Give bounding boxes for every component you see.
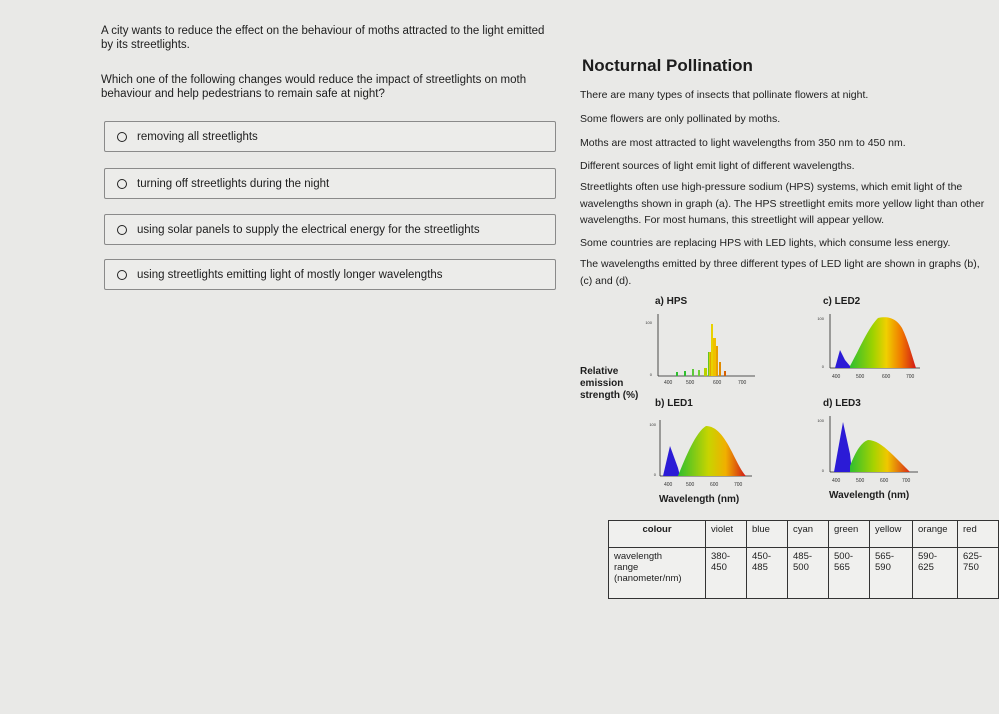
y-axis-label-line2: emission xyxy=(580,378,624,389)
info-paragraph-5 xyxy=(580,181,999,228)
table-cell xyxy=(829,548,870,599)
question-prompt xyxy=(101,73,526,101)
option-label: turning off streetlights during the night xyxy=(137,177,330,190)
led1-blue-peak xyxy=(663,446,680,476)
table-header-cell: blue xyxy=(747,521,788,548)
led2-broad-peak xyxy=(850,317,916,368)
range-high: 590 xyxy=(875,562,891,573)
question-prompt-line1: Which one of the following changes would reduce the impact of streetlights on moth xyxy=(101,74,527,86)
table-cell xyxy=(788,548,829,599)
range-low: 625- xyxy=(963,551,983,562)
hps-spikes xyxy=(676,324,726,376)
x-tick-label: 600 xyxy=(882,374,891,380)
range-low: 380- xyxy=(711,551,731,562)
hps-spike xyxy=(719,362,721,376)
hps-spike xyxy=(704,368,707,376)
info-paragraph-7 xyxy=(580,258,980,288)
y-tick-label: 100 xyxy=(817,418,824,423)
x-tick-label: 600 xyxy=(713,380,722,386)
led1-broad-peak xyxy=(678,426,746,476)
x-tick-label: 700 xyxy=(906,374,915,380)
answer-option-2[interactable] xyxy=(104,168,556,199)
y-tick-label: 100 xyxy=(817,316,824,321)
led2-blue-peak xyxy=(835,350,850,368)
range-high: 450 xyxy=(711,562,727,573)
y-tick-label: 0 xyxy=(653,472,656,477)
info-line: (c) and (d). xyxy=(580,274,632,287)
range-low: 590- xyxy=(918,551,938,562)
x-tick-label: 500 xyxy=(686,482,695,488)
table-cell xyxy=(958,548,999,599)
hps-spike xyxy=(716,346,718,376)
graph-label-led2: c) LED2 xyxy=(823,296,861,307)
graph-hps xyxy=(640,308,760,390)
x-tick-label: 700 xyxy=(734,482,743,488)
table-cell xyxy=(706,548,747,599)
hps-spike xyxy=(724,371,726,376)
option-label: removing all streetlights xyxy=(137,130,258,143)
range-high: 485 xyxy=(752,562,768,573)
range-low: 565- xyxy=(875,551,895,562)
x-tick-label: 600 xyxy=(710,482,719,488)
info-paragraph-6: Some countries are replacing HPS with LED lights, which consume less energy. xyxy=(580,237,951,249)
graph-label-led3: d) LED3 xyxy=(823,398,861,409)
y-tick-label: 0 xyxy=(821,468,824,473)
x-tick-label: 700 xyxy=(738,380,747,386)
x-tick-label: 400 xyxy=(664,380,673,386)
table-header-cell: violet xyxy=(706,521,747,548)
range-high: 565 xyxy=(834,562,850,573)
graph-led2 xyxy=(812,308,924,390)
range-high: 750 xyxy=(963,562,979,573)
graph-label-hps: a) HPS xyxy=(655,296,688,307)
hps-spike xyxy=(676,372,678,376)
x-tick-label: 400 xyxy=(832,374,841,380)
x-tick-label: 700 xyxy=(902,478,911,484)
graph-led1 xyxy=(640,412,760,494)
answer-option-4[interactable] xyxy=(104,259,556,290)
y-axis-label xyxy=(580,366,638,402)
colour-wavelength-table xyxy=(608,520,999,599)
y-tick-label: 0 xyxy=(649,372,652,377)
y-tick-label: 0 xyxy=(821,364,824,369)
y-tick-label: 100 xyxy=(649,422,656,427)
table-header-cell: green xyxy=(829,521,870,548)
y-axis-label-line3: strength (%) xyxy=(580,390,639,401)
question-intro-line2: by its streetlights. xyxy=(101,39,190,51)
hps-spike xyxy=(684,371,686,376)
graph-led3 xyxy=(812,410,924,490)
row-label-line1: wavelength xyxy=(614,551,663,562)
row-label-line3: (nanometer/nm) xyxy=(614,573,682,584)
question-intro xyxy=(101,24,544,52)
info-line: wavelengths. For most humans, this streetlight will appear yellow. xyxy=(580,214,885,226)
table-header-row xyxy=(609,521,999,548)
table-header-cell: yellow xyxy=(870,521,913,548)
table-header-cell: red xyxy=(958,521,999,548)
table-header-cell: orange xyxy=(913,521,958,548)
table-row-label xyxy=(609,548,706,599)
x-tick-label: 500 xyxy=(856,374,865,380)
info-paragraph-3: Moths are most attracted to light wavelengths from 350 nm to 450 nm. xyxy=(580,137,906,149)
y-axis-label-line1: Relative xyxy=(580,366,619,377)
range-low: 450- xyxy=(752,551,772,562)
hps-spike xyxy=(692,369,694,376)
x-tick-label: 500 xyxy=(686,380,695,386)
question-prompt-line2: behaviour and help pedestrians to remain safe at night? xyxy=(101,88,385,100)
info-paragraph-2: Some flowers are only pollinated by moths. xyxy=(580,113,781,125)
option-label: using solar panels to supply the electrical energy for the streetlights xyxy=(137,223,480,236)
range-high: 625 xyxy=(918,562,934,573)
radio-button[interactable] xyxy=(117,179,127,189)
hps-spike xyxy=(713,338,716,376)
radio-button[interactable] xyxy=(117,132,127,142)
info-title: Nocturnal Pollination xyxy=(582,56,753,75)
hps-spike xyxy=(711,324,713,376)
table-cell xyxy=(747,548,788,599)
table-cell xyxy=(870,548,913,599)
table-row xyxy=(609,548,999,599)
radio-button[interactable] xyxy=(117,270,127,280)
range-high: 500 xyxy=(793,562,809,573)
answer-option-3[interactable] xyxy=(104,214,556,245)
led3-blue-peak xyxy=(834,422,852,472)
x-axis-label-right: Wavelength (nm) xyxy=(829,490,910,501)
x-tick-label: 600 xyxy=(880,478,889,484)
x-axis-label-left: Wavelength (nm) xyxy=(659,494,740,505)
radio-button[interactable] xyxy=(117,225,127,235)
question-intro-line1: A city wants to reduce the effect on the behaviour of moths attracted to the light emitted xyxy=(101,25,545,37)
hps-spike xyxy=(708,352,711,376)
info-line: Streetlights often use high-pressure sodium (HPS) systems, which emit light of the xyxy=(580,181,963,193)
option-label: using streetlights emitting light of mostly longer wavelengths xyxy=(137,268,443,281)
info-paragraph-4: Different sources of light emit light of different wavelengths. xyxy=(580,160,855,172)
range-low: 485- xyxy=(793,551,813,562)
hps-spike xyxy=(698,370,700,376)
answer-option-1[interactable] xyxy=(104,121,556,152)
row-label-line2: range xyxy=(614,562,639,573)
table-cell xyxy=(913,548,958,599)
info-paragraph-1: There are many types of insects that pollinate flowers at night. xyxy=(580,89,869,101)
y-tick-label: 100 xyxy=(645,320,652,325)
graph-label-led1: b) LED1 xyxy=(655,398,693,409)
x-tick-label: 400 xyxy=(832,478,841,484)
x-tick-label: 500 xyxy=(856,478,865,484)
table-header-cell: cyan xyxy=(788,521,829,548)
info-line: The wavelengths emitted by three different types of LED light are shown in graphs (b), xyxy=(580,258,980,270)
table-header-cell: colour xyxy=(609,521,706,548)
info-line: wavelengths shown in graph (a). The HPS streetlight emits more yellow light than other xyxy=(580,197,985,210)
led3-broad-peak xyxy=(850,440,910,472)
x-tick-label: 400 xyxy=(664,482,673,488)
range-low: 500- xyxy=(834,551,854,562)
